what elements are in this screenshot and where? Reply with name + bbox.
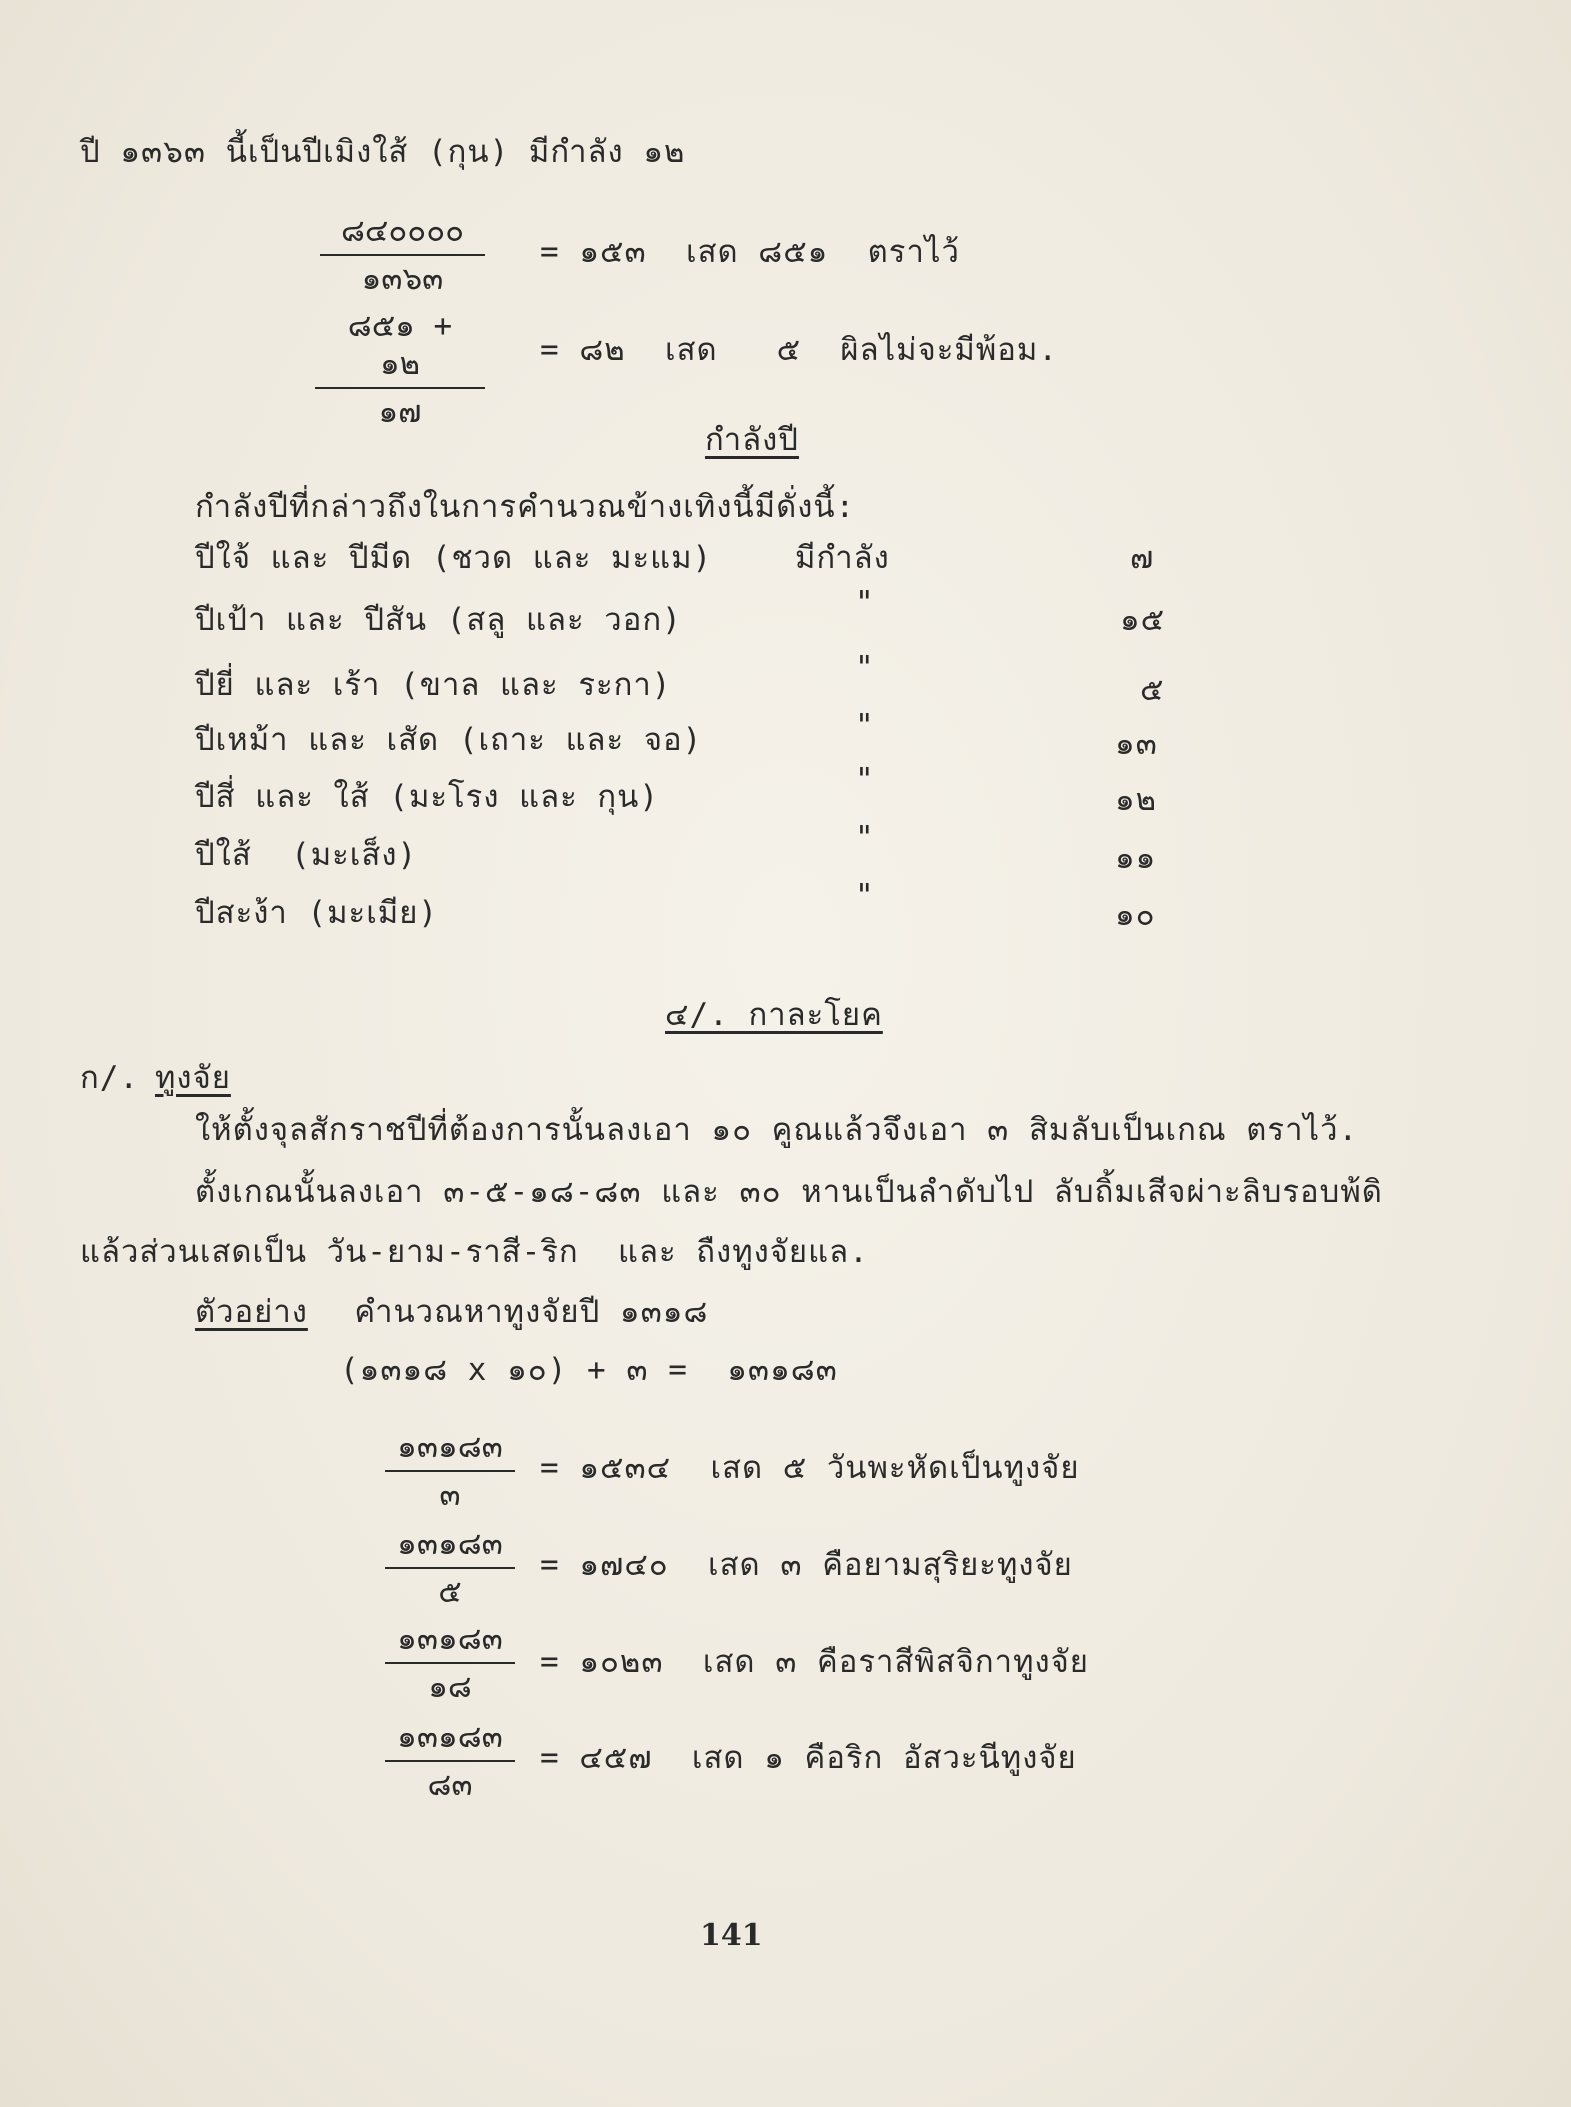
example-formula: (๑๓๑๘ x ๑๐) + ๓ = ๑๓๑๘๓	[340, 1352, 838, 1388]
strength-heading: กำลังปี	[705, 422, 799, 458]
strength-row-value: ๕	[1140, 672, 1165, 708]
strength-row-label: ปีสะง้า (มะเมีย)	[195, 895, 439, 931]
example-result: = ๑๕๓๔ เสด ๕ วันพะหัดเป็นทูงจัย	[540, 1450, 1080, 1486]
example-fraction	[385, 1620, 515, 1706]
strength-row-value: ๑๕	[1120, 602, 1166, 638]
calc1-denominator: ๑๓๖๓	[361, 261, 444, 297]
calc1-numerator: ๘๔๐๐๐๐	[320, 212, 485, 256]
strength-row-label: ปีใจ้ และ ปีมีด (ชวด และ มะแม)	[195, 540, 713, 576]
strength-row-label: ปีสี่ และ ใส้ (มะโรง และ กุน)	[195, 779, 660, 815]
ditto-mark: "	[855, 762, 874, 798]
calc2-result: = ๘๒ เสด ๕ ผิลไม่จะมีพ้อม.	[540, 332, 1059, 368]
section4-heading: ๔/. กาละโยค	[665, 997, 883, 1033]
ditto-mark: "	[855, 585, 874, 621]
example-fraction	[385, 1525, 515, 1611]
ditto-mark: "	[855, 708, 874, 744]
calc1-fraction	[320, 212, 485, 298]
sub-a-prefix: ก/.	[80, 1060, 159, 1096]
paragraph-1: ให้ตั้งจุลสักราชปีที่ต้องการนั้นลงเอา ๑๐ คูณแล้วจึงเอา ๓ สิมลับเป็นเกณ ตราไว้.	[195, 1112, 1359, 1148]
strength-row-mid: มีกำลัง	[795, 540, 890, 576]
calc2-fraction	[315, 307, 485, 431]
example-fraction	[385, 1718, 515, 1804]
strength-row-label: ปียี่ และ เร้า (ขาล และ ระกา)	[195, 667, 672, 703]
example-text: คำนวณหาทูงจัยปี ๑๓๑๘	[315, 1294, 709, 1330]
page-number: 141	[700, 1918, 763, 1953]
intro-line: ปี ๑๓๖๓ นี้เป็นปีเมิงใส้ (กุน) มีกำลัง ๑๒	[80, 134, 686, 170]
example-denominator: ๘๓	[427, 1767, 473, 1803]
example-numerator: ๑๓๑๘๓	[385, 1428, 515, 1472]
strength-row-value: ๑๐	[1115, 897, 1156, 933]
sub-a-label: ทูงจัย	[155, 1060, 231, 1096]
example-fraction	[385, 1428, 515, 1514]
example-denominator: ๕	[438, 1574, 462, 1610]
strength-row-label: ปีเป้า และ ปีสัน (สลู และ วอก)	[195, 602, 682, 638]
strength-row-value: ๗	[1130, 540, 1155, 576]
strength-intro: กำลังปีที่กล่าวถึงในการคำนวณข้างเทิงนี้มีดั่งนี้:	[195, 489, 856, 525]
example-denominator: ๓	[439, 1477, 461, 1513]
strength-row-value: ๑๓	[1115, 726, 1158, 762]
calc2-numerator: ๘๕๑ + ๑๒	[315, 307, 485, 389]
example-result: = ๑๗๔๐ เสด ๓ คือยามสุริยะทูงจัย	[540, 1547, 1073, 1583]
example-denominator: ๑๘	[428, 1669, 472, 1705]
ditto-mark: "	[855, 650, 874, 686]
strength-row-value: ๑๑	[1115, 840, 1157, 876]
strength-row-value: ๑๒	[1115, 782, 1158, 818]
ditto-mark: "	[855, 878, 874, 914]
paragraph-2: ตั้งเกณนั้นลงเอา ๓-๕-๑๘-๘๓ และ ๓๐ หานเป็นลำดับไป ลับถิ้มเสีจผ่าะลิบรอบพ้ดิ	[195, 1174, 1383, 1210]
example-numerator: ๑๓๑๘๓	[385, 1525, 515, 1569]
strength-row-label: ปีใส้ (มะเส็ง)	[195, 837, 418, 873]
example-result: = ๔๕๗ เสด ๑ คือริก อัสวะนีทูงจัย	[540, 1740, 1077, 1776]
calc1-result: = ๑๕๓ เสด ๘๕๑ ตราไว้	[540, 234, 960, 270]
example-numerator: ๑๓๑๘๓	[385, 1718, 515, 1762]
strength-row-label: ปีเหม้า และ เสัด (เถาะ และ จอ)	[195, 722, 703, 758]
example-label: ตัวอย่าง	[195, 1294, 308, 1330]
example-result: = ๑๐๒๓ เสด ๓ คือราสีพิสจิกาทูงจัย	[540, 1644, 1089, 1680]
example-numerator: ๑๓๑๘๓	[385, 1620, 515, 1664]
calc2-denominator: ๑๗	[378, 394, 422, 430]
ditto-mark: "	[855, 820, 874, 856]
paragraph-3: แล้วส่วนเสดเป็น วัน-ยาม-ราสี-ริก และ ถืงทูงจัยแล.	[80, 1234, 869, 1270]
